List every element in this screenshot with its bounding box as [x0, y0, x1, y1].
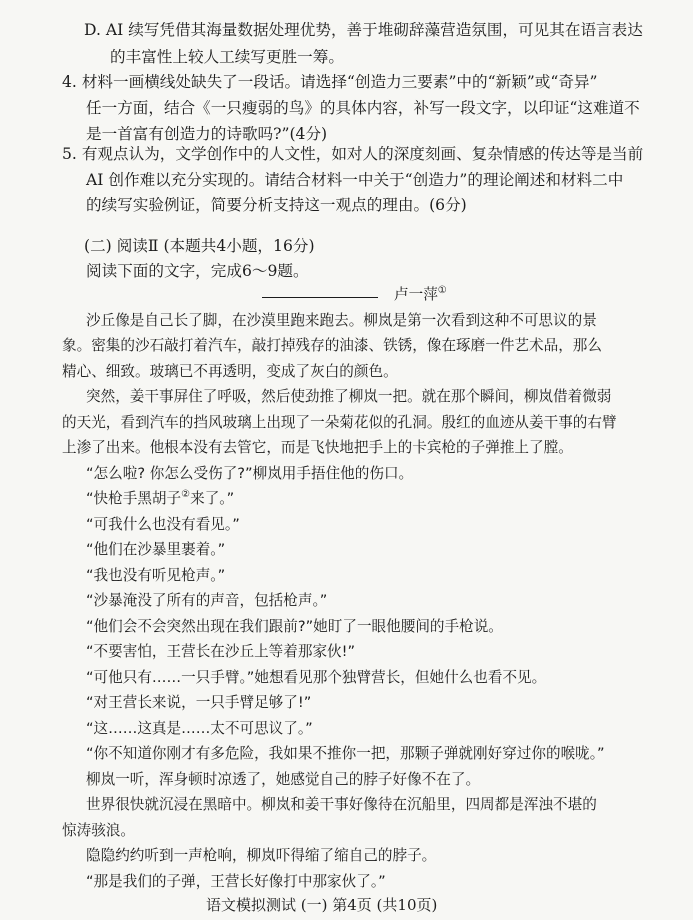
author-footnote-mark: ① — [437, 285, 447, 297]
footnote-mark-2: ② — [181, 489, 191, 501]
story-line-13: “他们会不会突然出现在我们跟前?”她盯了一眼他腰间的手枪说。 — [86, 618, 503, 635]
question-4-line-3: 是一首富有创造力的诗歌吗?”(4分) — [86, 125, 328, 143]
question-4-line-1: 4. 材料一画横线处缺失了一段话。请选择“创造力三要素”中的“新颖”或“奇异” — [62, 73, 598, 91]
story-line-16: “对王营长来说，一只手臂足够了!” — [86, 694, 312, 711]
story-line-10: “他们在沙暴里裹着。” — [86, 541, 226, 558]
story-line-14: “不要害怕，王营长在沙丘上等着那家伙!” — [86, 643, 356, 660]
story-line-7: “怎么啦? 你怎么受伤了?”柳岚用手捂住他的伤口。 — [86, 465, 414, 482]
section-heading: (二) 阅读Ⅱ (本题共4小题，16分) — [84, 237, 315, 255]
question-5-line-1: 5. 有观点认为，文学创作中的人文性，如对人的深度刻画、复杂情感的传达等是当前 — [62, 145, 644, 163]
story-line-3: 精心、细致。玻璃已不再透明，变成了灰白的颜色。 — [62, 363, 398, 380]
story-line-15: “可他只有……一只手臂。”她想看见那个独臂营长，但她什么也看不见。 — [86, 669, 547, 686]
story-line-20: 世界很快就沉浸在黑暗中。柳岚和姜干事好像待在沉船里，四周都是浑浊不堪的 — [86, 796, 597, 813]
story-line-22: 隐隐约约听到一声枪响，柳岚吓得缩了缩自己的脖子。 — [86, 847, 437, 864]
question-4-line-2: 任一方面，结合《一只瘦弱的鸟》的具体内容，补写一段文字，以印证“这难道不 — [86, 99, 640, 117]
story-line-9: “可我什么也没有看见。” — [86, 516, 240, 533]
question-5-line-3: 的续写实验例证，简要分析支持这一观点的理由。(6分) — [86, 196, 467, 214]
story-line-1: 沙丘像是自己长了脚，在沙漠里跑来跑去。柳岚是第一次看到这种不可思议的景 — [86, 312, 597, 329]
story-line-21: 惊涛骇浪。 — [62, 822, 135, 839]
page-footer: 语文模拟测试 (一) 第4页 (共10页) — [206, 896, 438, 914]
section-instruction: 阅读下面的文字，完成6～9题。 — [86, 262, 309, 280]
story-line-18: “你不知道你刚才有多危险，我如果不推你一把，那颗子弹就刚好穿过你的喉咙。” — [86, 745, 605, 762]
option-d-line-2: 的丰富性上较人工续写更胜一筹。 — [110, 48, 344, 66]
story-line-17: “这……这真是……太不可思议了。” — [86, 720, 313, 737]
title-blank-line — [262, 297, 378, 298]
story-line-2: 象。密集的沙石敲打着汽车，敲打掉残存的油漆、铁锈，像在琢磨一件艺术品，那么 — [62, 337, 602, 354]
question-5-line-2: AI 创作难以充分实现的。请结合材料一中关于“创造力”的理论阐述和材料二中 — [86, 171, 624, 189]
story-line-5: 的天光，看到汽车的挡风玻璃上出现了一朵菊花似的孔洞。殷红的血迹从姜干事的右臂 — [62, 414, 617, 431]
story-line-19: 柳岚一听，浑身顿时凉透了，她感觉自己的脖子好像不在了。 — [86, 771, 481, 788]
story-line-8: “快枪手黑胡子②来了。” — [86, 489, 235, 507]
option-d-line-1: D. AI 续写凭借其海量数据处理优势，善于堆砌辞藻营造氛围，可见其在语言表达 — [84, 21, 643, 39]
story-line-4: 突然，姜干事屏住了呼吸，然后使劲推了柳岚一把。就在那个瞬间，柳岚借着微弱 — [86, 388, 612, 405]
story-line-23: “那是我们的子弹，王营长好像打中那家伙了。” — [86, 873, 386, 890]
story-line-6: 上渗了出来。他根本没有去管它，而是飞快地把手上的卡宾枪的子弹推上了膛。 — [62, 439, 573, 456]
story-line-11: “我也没有听见枪声。” — [86, 567, 226, 584]
story-line-12: “沙暴淹没了所有的声音，包括枪声。” — [86, 592, 328, 609]
author-name: 卢一萍① — [394, 285, 447, 303]
